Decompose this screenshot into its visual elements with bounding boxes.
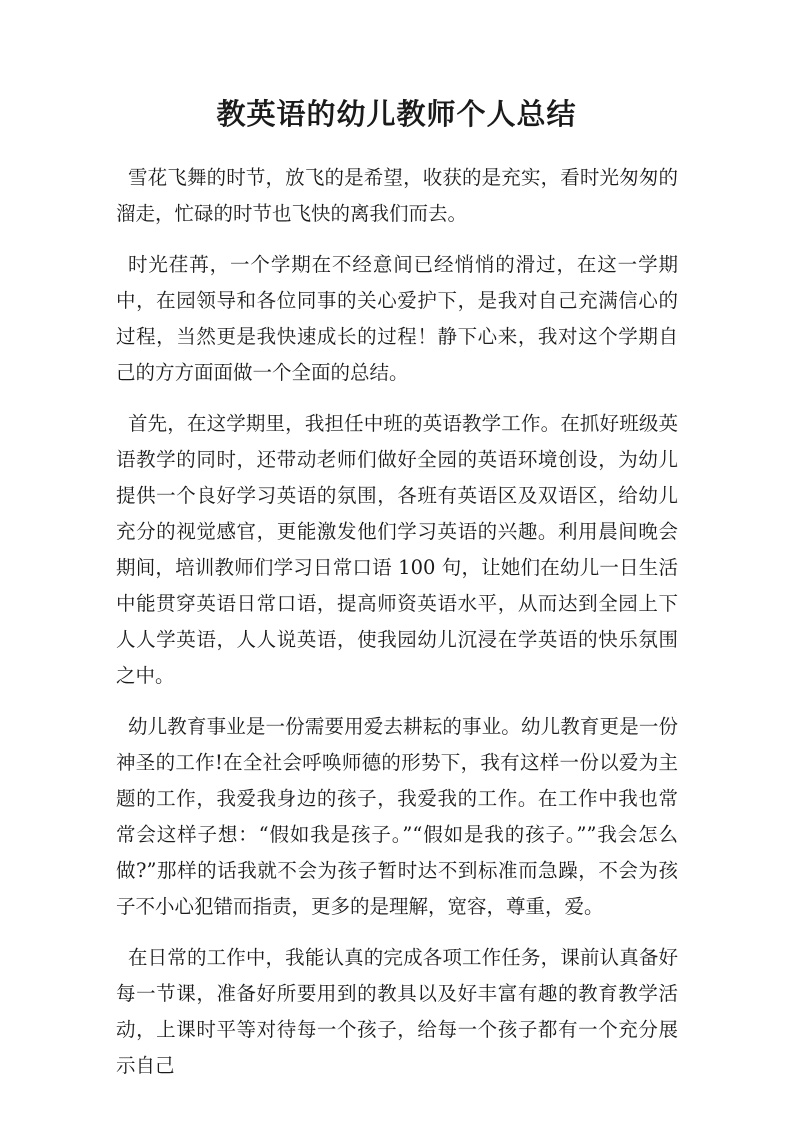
document-title: 教英语的幼儿教师个人总结 [216, 97, 577, 131]
paragraph-1: 雪花飞舞的时节，放飞的是希望，收获的是充实，看时光匆匆的溜走，忙碌的时节也飞快的离我们而去。 [116, 166, 678, 225]
paragraph-3: 首先，在这学期里，我担任中班的英语教学工作。在抓好班级英语教学的同时，还带动老师们做好全园的英语环境创设，为幼儿提供一个良好学习英语的氛围，各班有英语区及双语区，给幼儿充分的视觉感官，更能激发他们学习英语的兴趣。利用晨间晚会期间，培训教师们学习日常口语 100 句，让她们在幼儿一日生活中能贯穿英语日常口语，提高师资英语水平，从而达到全园上下人人学英语，人人说英语，使我园幼儿沉浸在学英语的快乐氛围之中。 [116, 412, 678, 687]
paragraph-4: 幼儿教育事业是一份需要用爱去耕耘的事业。幼儿教育更是一份神圣的工作!在全社会呼唤师德的形势下，我有这样一份以爱为主题的工作，我爱我身边的孩子，我爱我的工作。在工作中我也常常会这样子想：“假如我是孩子。”“假如是我的孩子。””我会怎么做?”那样的话我就不会为孩子暂时达不到标准而急躁，不会为孩子不小心犯错而指责，更多的是理解，宽容，尊重，爱。 [116, 715, 678, 918]
paragraph-5: 在日常的工作中，我能认真的完成各项工作任务，课前认真备好每一节课，准备好所要用到的教具以及好丰富有趣的教育教学活动，上课时平等对待每一个孩子，给每一个孩子都有一个充分展示自己 [116, 946, 678, 1077]
paragraph-2: 时光荏苒，一个学期在不经意间已经悄悄的滑过，在这一学期中，在园领导和各位同事的关心爱护下，是我对自己充满信心的过程，当然更是我快速成长的过程！静下心来，我对这个学期自己的方方面面做一个全面的总结。 [116, 253, 678, 384]
document-body [116, 160, 678, 1099]
